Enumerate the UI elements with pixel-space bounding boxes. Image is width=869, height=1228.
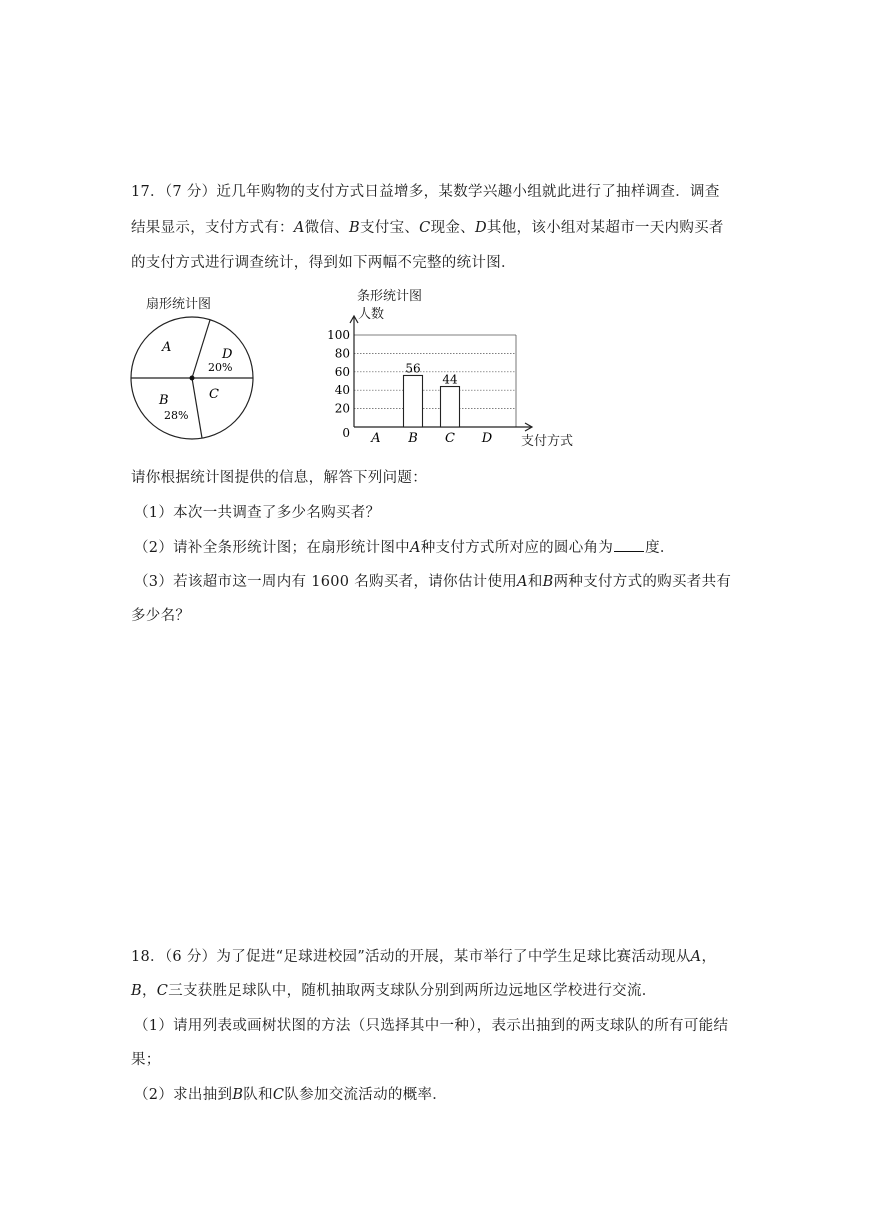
pie-pct-d: 20% xyxy=(208,361,233,374)
q17-line-3: 的支付方式进行调查统计，得到如下两幅不完整的统计图． xyxy=(131,255,516,271)
pie-center xyxy=(190,376,195,381)
pie-label-a: A xyxy=(162,340,172,355)
pie-divider-b-c xyxy=(192,378,202,438)
bar-y-tick-label: 20 xyxy=(334,401,350,416)
q17-part-3: （3）若该超市这一周内有 1600 名购买者，请你估计使用A和B两种支付方式的购买者共有 xyxy=(134,574,732,590)
bar-value-label: 56 xyxy=(405,361,421,376)
q17-part-2: （2）请补全条形统计图；在扇形统计图中A种支付方式所对应的圆心角为 度． xyxy=(134,540,675,556)
q18-part-1: （1）请用列表或画树状图的方法（只选择其中一种），表示出抽到的两支球队的所有可能结 xyxy=(134,1018,729,1034)
bar-value-label: 44 xyxy=(442,372,458,387)
bar-y-tick-label: 0 xyxy=(342,426,350,440)
q17-prompt: 请你根据统计图提供的信息，解答下列问题： xyxy=(131,470,427,486)
q17-part-3-cont: 多少名？ xyxy=(131,608,191,624)
q17-line-2: 结果显示，支付方式有：A微信、B支付宝、C现金、D其他，该小组对某超市一天内购买者 xyxy=(131,220,724,236)
pie-label-b: B xyxy=(159,393,169,408)
bar-y-tick-label: 80 xyxy=(334,346,350,361)
pie-chart xyxy=(122,311,262,451)
q17-part-1: （1）本次一共调查了多少名购买者？ xyxy=(134,505,381,521)
bar-y-tick-label: 60 xyxy=(334,364,350,379)
bar-chart-ylabel: 人数 xyxy=(358,307,385,322)
bar-x-tick-label: D xyxy=(481,431,493,446)
bar-chart xyxy=(320,315,520,445)
q18-line-2: B，C三支获胜足球队中，随机抽取两支球队分别到两所边远地区学校进行交流． xyxy=(131,983,657,999)
pie-label-d: D xyxy=(222,347,233,362)
answer-blank xyxy=(614,539,644,552)
q17-line-1: 17．（7 分）近几年购物的支付方式日益增多，某数学兴趣小组就此进行了抽样调查．调查 xyxy=(131,184,720,200)
bar-C xyxy=(441,387,460,427)
bar-x-tick-label: C xyxy=(445,431,455,446)
q18-part-2: （2）求出抽到B队和C队参加交流活动的概率． xyxy=(134,1087,448,1103)
bar-x-tick-label: B xyxy=(408,431,418,446)
pie-pct-b: 28% xyxy=(164,409,189,422)
bar-y-tick-label: 100 xyxy=(327,328,350,342)
q18-part-1-cont: 果； xyxy=(131,1052,161,1068)
bar-B xyxy=(404,375,423,427)
bar-y-tick-label: 40 xyxy=(334,383,350,398)
q18-line-1: 18．（6 分）为了促进“足球进校园”活动的开展，某市举行了中学生足球比赛活动现从A， xyxy=(131,949,717,965)
pie-chart-title: 扇形统计图 xyxy=(146,297,212,312)
bar-chart-title: 条形统计图 xyxy=(357,289,423,304)
bar-x-tick-label: A xyxy=(371,431,381,446)
bar-chart-xlabel: 支付方式 xyxy=(521,434,574,449)
pie-label-c: C xyxy=(209,387,219,402)
